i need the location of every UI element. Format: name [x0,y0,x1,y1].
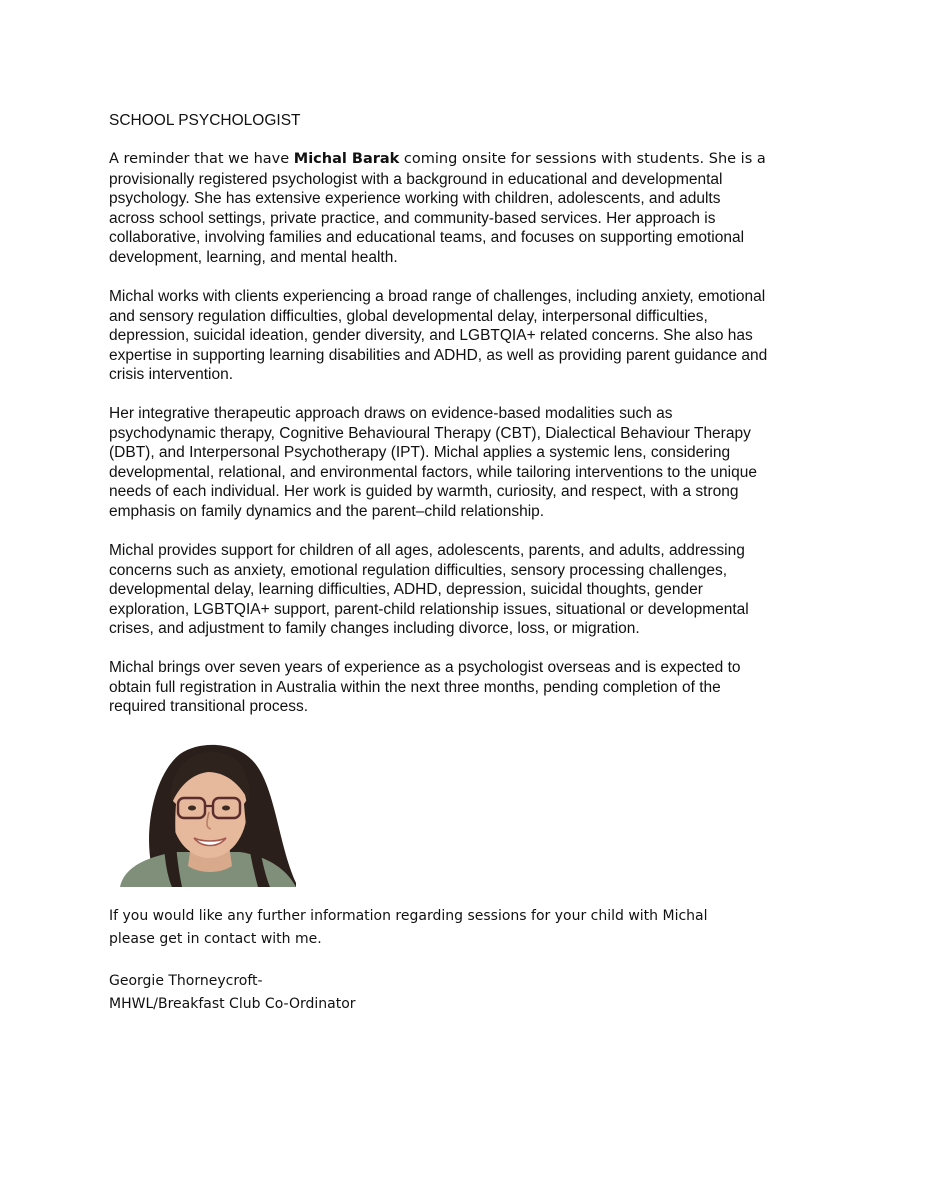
paragraph-line: Michal works with clients experiencing a broad range of challenges, including anxiety, emotional [109,288,766,305]
signature-role: MHWL/Breakfast Club Co-Ordinator [109,996,356,1012]
paragraph-line: development, learning, and mental health. [109,248,398,266]
signature-block [109,970,356,1016]
intro-lead-before: A reminder that we have [109,151,294,167]
paragraph-line: depression, suicidal ideation, gender diversity, and LGBTQIA+ related concerns. She also has [109,327,753,344]
paragraph-line: required transitional process. [109,698,309,715]
psychologist-photo [120,738,296,887]
intro-first-line [109,149,829,170]
paragraph-line: obtain full registration in Australia within the next three months, pending completion of the [109,678,721,696]
approach-paragraph [109,404,829,521]
paragraph-line: Michal brings over seven years of experience as a psychologist overseas and is expected to [109,659,741,676]
paragraph-line: Her integrative therapeutic approach draws on evidence-based modalities such as [109,405,673,422]
paragraph-line: psychodynamic therapy, Cognitive Behavioural Therapy (CBT), Dialectical Behaviour Therapy [109,424,751,442]
page-title: SCHOOL PSYCHOLOGIST [109,112,301,129]
intro-lead-after: coming onsite for sessions with students. She is a [399,151,766,167]
paragraph-line: crisis intervention. [109,366,234,383]
support-paragraph [109,541,829,639]
challenges-paragraph [109,287,829,385]
paragraph-line: concerns such as anxiety, emotional regulation difficulties, sensory processing challenges, [109,561,728,579]
paragraph-line: developmental delay, learning difficulties, ADHD, depression, suicidal thoughts, gender [109,581,703,598]
paragraph-line: emphasis on family dynamics and the parent–child relationship. [109,502,545,520]
paragraph-line: expertise in supporting learning disabilities and ADHD, as well as providing parent guidance and [109,346,768,364]
closing-text [109,905,829,951]
paragraph-line: needs of each individual. Her work is guided by warmth, curiosity, and respect, with a strong [109,483,739,500]
paragraph-line: crises, and adjustment to family changes including divorce, loss, or migration. [109,620,640,637]
signature-name: Georgie Thorneycroft- [109,973,263,989]
paragraph-line: (DBT), and Interpersonal Psychotherapy (IPT). Michal applies a systemic lens, considering [109,444,731,461]
paragraph-line: developmental, relational, and environmental factors, while tailoring interventions to the unique [109,463,757,481]
experience-paragraph [109,658,829,717]
paragraph-line: Michal provides support for children of all ages, adolescents, parents, and adults, addressing [109,542,745,559]
paragraph-line: across school settings, private practice, and community-based services. Her approach is [109,209,716,227]
portrait-illustration [120,738,296,887]
paragraph-line: exploration, LGBTQIA+ support, parent-child relationship issues, situational or developmental [109,600,749,618]
psychologist-name: Michal Barak [293,151,400,167]
paragraph-line: collaborative, involving families and educational teams, and focuses on supporting emotional [109,229,745,246]
closing-line: please get in contact with me. [109,931,322,947]
intro-paragraph [109,149,829,267]
paragraph-line: psychology. She has extensive experience working with children, adolescents, and adults [109,190,721,207]
paragraph-line: and sensory regulation difficulties, global developmental delay, interpersonal difficulties, [109,307,708,325]
paragraph-line: provisionally registered psychologist with a background in educational and developmental [109,170,723,188]
closing-line: If you would like any further information regarding sessions for your child with Michal [109,908,708,924]
